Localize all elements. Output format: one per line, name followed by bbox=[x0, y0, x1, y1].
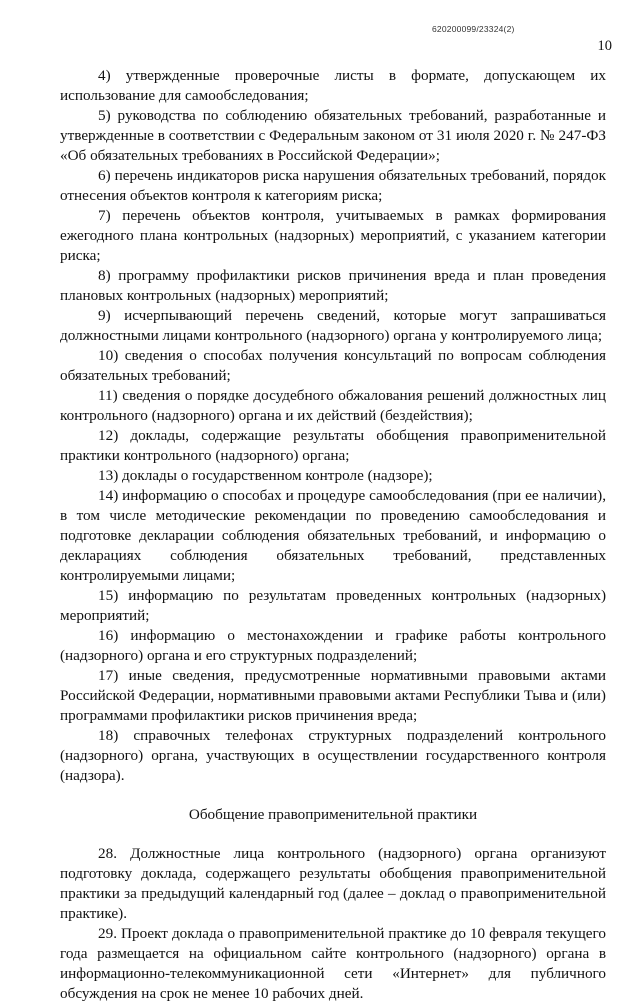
list-item: 18) справочных телефонах структурных подразделений контрольного (надзорного) органа, участвующих в осуществлении государственного контроля (надзора). bbox=[60, 727, 606, 784]
list-item: 12) доклады, содержащие результаты обобщения правоприменительной практики контрольного (надзорного) органа; bbox=[60, 427, 606, 464]
list-item: 16) информацию о местонахождении и графике работы контрольного (надзорного) органа и его структурных подразделений; bbox=[60, 627, 606, 664]
list-item: 6) перечень индикаторов риска нарушения обязательных требований, порядок отнесения объектов контроля к категориям риска; bbox=[60, 167, 606, 204]
list-item: 4) утвержденные проверочные листы в формате, допускающем их использование для самообследования; bbox=[60, 67, 606, 104]
document-code: 620200099/23324(2) bbox=[432, 24, 515, 34]
list-item: 7) перечень объектов контроля, учитываемых в рамках формирования ежегодного плана контрольных (надзорных) мероприятий, с указанием категории риска; bbox=[60, 207, 606, 264]
list-item: 15) информацию по результатам проведенных контрольных (надзорных) мероприятий; bbox=[60, 587, 606, 624]
page-content bbox=[60, 66, 606, 1004]
list-item: 17) иные сведения, предусмотренные нормативными правовыми актами Российской Федерации, нормативными правовыми актами Республики Тыва и (или) программами профилактики рисков причинения вреда; bbox=[60, 667, 606, 724]
section-paragraph: 29. Проект доклада о правоприменительной практике до 10 февраля текущего года размещается на официальном сайте контрольного (надзорного) органа в информационно-телекоммуникационной сети «Интернет» для публичного обсуждения на срок не менее 10 рабочих дней. bbox=[60, 925, 606, 1002]
list-item: 14) информацию о способах и процедуре самообследования (при ее наличии), в том числе методические рекомендации по проведению самообследования и подготовке декларации соблюдения обязательных требований, и информацию о декларациях соблюдения обязательных требований, представленных контролируемыми лицами; bbox=[60, 487, 606, 584]
section-heading: Обобщение правоприменительной практики bbox=[188, 806, 478, 823]
list-item: 11) сведения о порядке досудебного обжалования решений должностных лиц контрольного (надзорного) органа и их действий (бездействия); bbox=[60, 387, 606, 424]
list-item: 13) доклады о государственном контроле (надзоре); bbox=[98, 467, 433, 484]
page-number: 10 bbox=[597, 38, 612, 54]
list-item: 5) руководства по соблюдению обязательных требований, разработанные и утвержденные в соответствии с Федеральным законом от 31 июля 2020 г. № 247-ФЗ «Об обязательных требованиях в Российской Федерации»; bbox=[60, 107, 606, 164]
section-paragraph: 28. Должностные лица контрольного (надзорного) органа организуют подготовку доклада, содержащего результаты обобщения правоприменительной практики за предыдущий календарный год (далее – доклад о правоприменительной практике). bbox=[60, 845, 606, 922]
list-item: 8) программу профилактики рисков причинения вреда и план проведения плановых контрольных (надзорных) мероприятий; bbox=[60, 267, 606, 304]
list-item: 9) исчерпывающий перечень сведений, которые могут запрашиваться должностными лицами контрольного (надзорного) органа у контролируемого лица; bbox=[60, 307, 606, 344]
list-item: 10) сведения о способах получения консультаций по вопросам соблюдения обязательных требований; bbox=[60, 347, 606, 384]
